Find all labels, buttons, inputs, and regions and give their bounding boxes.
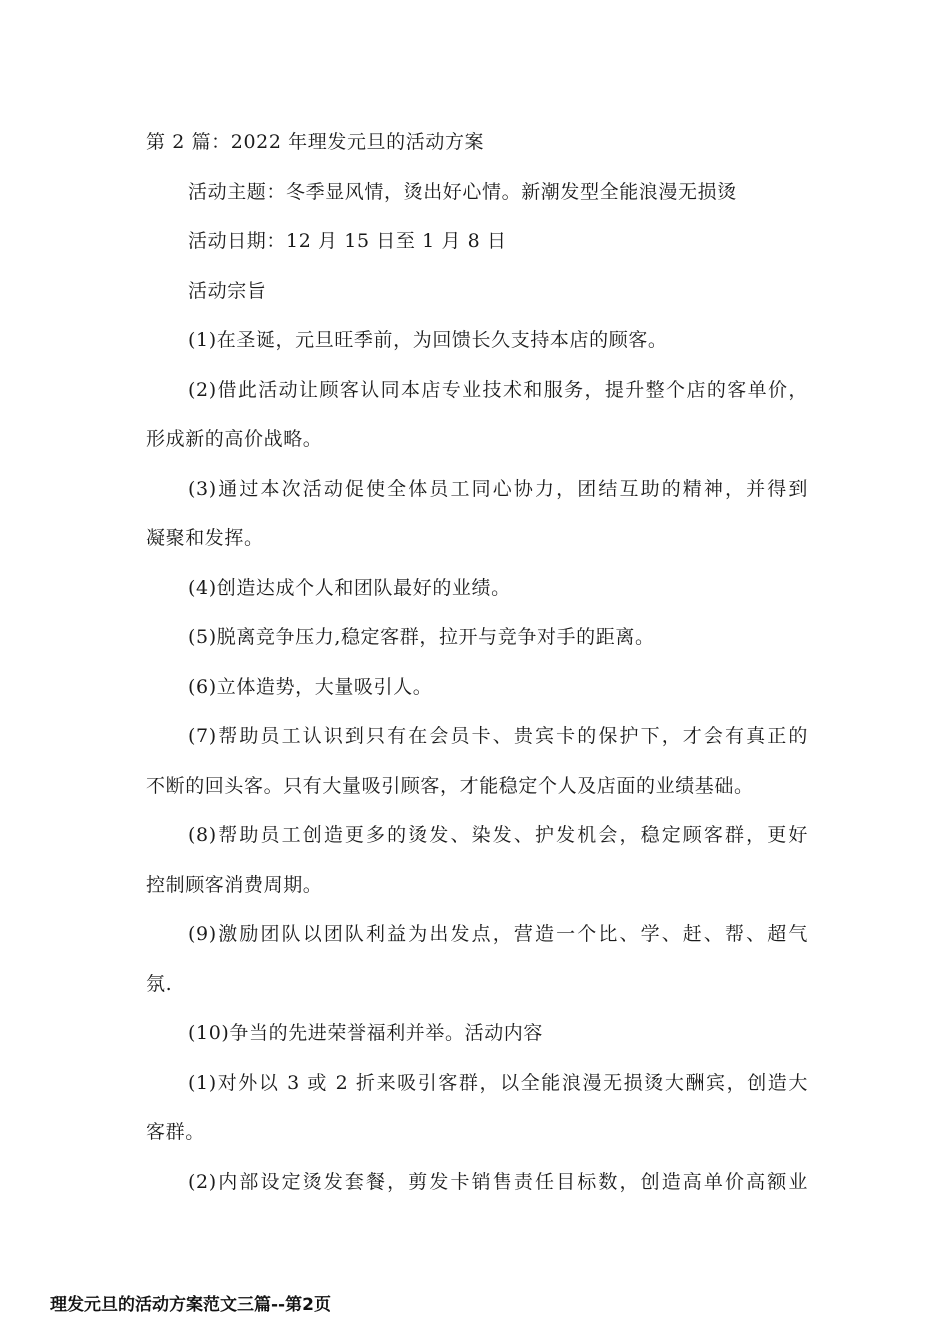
text-line: (1)在圣诞，元旦旺季前，为回馈长久支持本店的顾客。 xyxy=(188,329,668,351)
text-line: (2)借此活动让顾客认同本店专业技术和服务，提升整个店的客单价， xyxy=(188,378,808,401)
text-line: 客群。 xyxy=(146,1121,205,1143)
text-line: (8)帮助员工创造更多的烫发、染发、护发机会，稳定顾客群，更好 xyxy=(188,824,808,846)
text-line: 凝聚和发挥。 xyxy=(146,527,264,549)
text-line: (7)帮助员工认识到只有在会员卡、贵宾卡的保护下，才会有真正的 xyxy=(188,725,808,747)
page-footer: 理发元旦的活动方案范文三篇--第2页 xyxy=(50,1295,331,1315)
document-body xyxy=(146,118,808,1207)
text-line: (5)脱离竞争压力,稳定客群，拉开与竞争对手的距离。 xyxy=(188,626,655,648)
text-line: 活动宗旨 xyxy=(188,279,267,302)
text-line: 不断的回头客。只有大量吸引顾客，才能稳定个人及店面的业绩基础。 xyxy=(146,774,754,797)
text-line: (9)激励团队以团队利益为出发点，营造一个比、学、赶、帮、超气 xyxy=(188,923,808,945)
text-line: (4)创造达成个人和团队最好的业绩。 xyxy=(188,576,511,599)
text-line: 形成新的高价战略。 xyxy=(146,428,323,450)
text-line: 活动日期：12 月 15 日至 1 月 8 日 xyxy=(188,230,507,252)
document-title: 第 2 篇：2022 年理发元旦的活动方案 xyxy=(146,131,485,153)
text-line: 氛. xyxy=(146,972,173,995)
text-line: (2)内部设定烫发套餐，剪发卡销售责任目标数，创造高单价高额业 xyxy=(188,1170,808,1193)
text-line: 活动主题：冬季显风情，烫出好心情。新潮发型全能浪漫无损烫 xyxy=(188,180,737,203)
text-line: (3)通过本次活动促使全体员工同心协力，团结互助的精神，并得到 xyxy=(188,477,808,500)
text-line: 控制顾客消费周期。 xyxy=(146,873,323,896)
text-line: (1)对外以 3 或 2 折来吸引客群，以全能浪漫无损烫大酬宾，创造大 xyxy=(188,1071,808,1094)
text-line: (6)立体造势，大量吸引人。 xyxy=(188,675,433,698)
text-line: (10)争当的先进荣誉福利并举。活动内容 xyxy=(188,1022,544,1044)
